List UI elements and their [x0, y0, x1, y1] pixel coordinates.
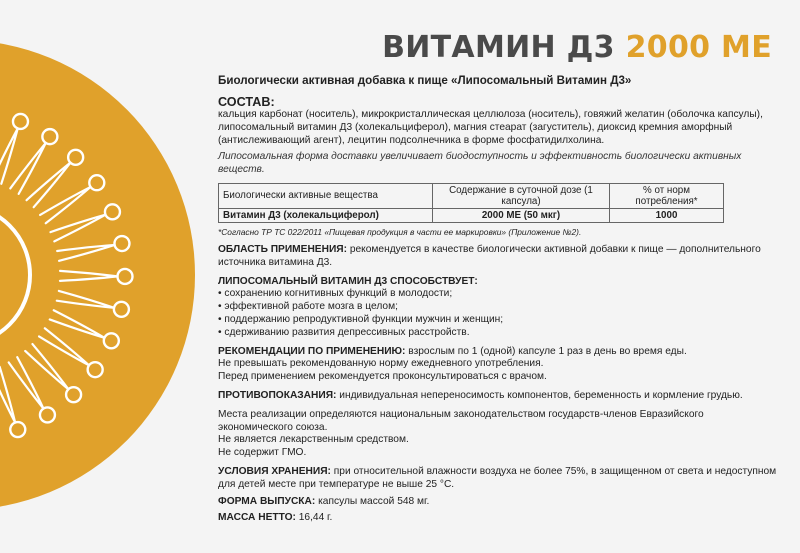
recommendations-line: Не превышать рекомендованную норму ежедневного употребления. [218, 358, 544, 370]
list-item: • сохранению когнитивных функций в молодости; [218, 288, 453, 300]
list-item: • сдерживанию развития депрессивных расстройств. [218, 326, 470, 338]
brand-name: ВИТАМИН Д3 [382, 30, 615, 65]
application-label: ОБЛАСТЬ ПРИМЕНЕНИЯ: [218, 243, 347, 255]
mass-text: 16,44 г. [295, 512, 333, 524]
form-label: ФОРМА ВЫПУСКА: [218, 495, 316, 507]
table-row [219, 208, 724, 222]
nutrient-table [218, 183, 724, 223]
benefits-section [218, 276, 778, 340]
recommendations-text: взрослым по 1 (одной) капсуле 1 раз в день во время еды. [405, 345, 687, 357]
composition-note: Липосомальная форма доставки увеличивает биодоступность и эффективность биологически активных веществ. [218, 151, 742, 176]
list-item: • эффективной работе мозга в целом; [218, 301, 398, 313]
brand-dose: 2000 МЕ [625, 30, 772, 65]
liposome-illustration [0, 0, 205, 553]
application-section [218, 244, 778, 270]
table-header: Содержание в суточной дозе (1 капсула) [433, 183, 610, 208]
contraindications-text: индивидуальная непереносимость компонентов, беременность и кормление грудью. [336, 389, 743, 401]
composition-text: кальция карбонат (носитель), микрокристаллическая целлюлоза (носитель), говяжий желатин (оболочка капсулы), липосомальный витамин Д3 (холекальциферол), магния стеарат (загуститель), диоксид кремния аморфный (антислеживающий агент), лецитин подсолнечника в форме фосфатидилхолина. [218, 109, 763, 146]
recommendations-section [218, 346, 778, 384]
note-line: Места реализации определяются национальным законодательством государств-членов Евразийского экономического союза. [218, 408, 704, 433]
storage-section [218, 466, 778, 492]
list-item: • поддержанию репродуктивной функции мужчин и женщин; [218, 313, 504, 325]
note-line: Не содержит ГМО. [218, 447, 307, 459]
storage-text: при относительной влажности воздуха не более 75%, в защищенном от света и недоступном для детей месте при температуре не выше 25 °С. [218, 465, 777, 490]
table-header: % от норм потребления* [610, 183, 724, 208]
table-footnote: *Согласно ТР ТС 022/2011 «Пищевая продукция в части ее маркировки» (Приложение №2). [218, 226, 582, 237]
recommendations-line: Перед применением рекомендуется проконсультироваться с врачом. [218, 371, 547, 383]
table-cell: 1000 [610, 208, 724, 222]
composition-heading: СОСТАВ: [218, 95, 275, 109]
recommendations-label: РЕКОМЕНДАЦИИ ПО ПРИМЕНЕНИЮ: [218, 345, 406, 357]
table-cell: Витамин Д3 (холекальциферол) [219, 208, 433, 222]
label-content [218, 74, 778, 525]
benefits-heading: ЛИПОСОМАЛЬНЫЙ ВИТАМИН Д3 СПОСОБСТВУЕТ: [218, 275, 478, 287]
contraindications-section [218, 390, 778, 403]
application-text: рекомендуется в качестве биологически активной добавки к пище — дополнительного источника витамина Д3. [218, 243, 761, 268]
notes-section [218, 409, 778, 460]
form-text: капсулы массой 548 мг. [315, 495, 430, 507]
product-brand-title [382, 30, 772, 65]
product-title: Биологически активная добавка к пище «Липосомальный Витамин Д3» [218, 74, 632, 87]
table-header-row [219, 183, 724, 208]
benefits-list [218, 288, 778, 339]
storage-label: УСЛОВИЯ ХРАНЕНИЯ: [218, 465, 331, 477]
table-header: Биологически активные вещества [219, 183, 433, 208]
contraindications-label: ПРОТИВОПОКАЗАНИЯ: [218, 389, 337, 401]
mass-section [218, 512, 778, 525]
table-cell: 2000 МЕ (50 мкг) [433, 208, 610, 222]
mass-label: МАССА НЕТТО: [218, 512, 296, 524]
form-section [218, 496, 778, 509]
note-line: Не является лекарственным средством. [218, 434, 409, 446]
